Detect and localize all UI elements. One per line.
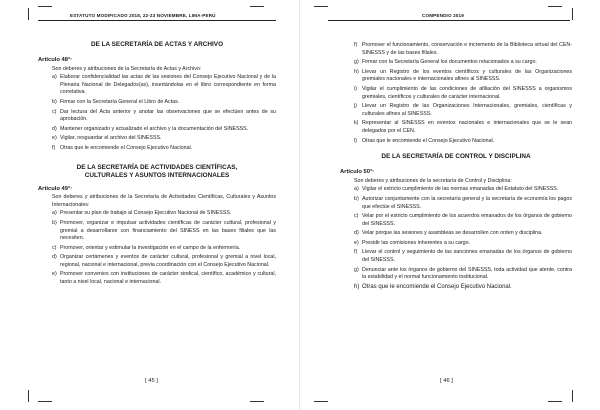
list-item: f) Otras que le encomiende el Consejo Ejecutivo Nacional. [52,144,193,151]
list-item: b) Promover, organizar e impulsar actividades científicas de carácter cultural, profesional y gremial a desarrollarse con financiamiento del SINESS en las bases filiales que las necesiten. [52,219,276,242]
list-item: e) Vigilar, resguardar el archivo del SINESSS. [52,135,162,142]
section-title: DE LA SECRETARÍA DE ACTAS Y ARCHIVO [90,41,224,48]
list-item: d) Mantener organizado y actualizado el archivo y la documentación del SINESSS. [52,125,249,132]
article-intro: Son deberes y atribuciones de la Secretaría de Actividades Científicas, Culturales y Asuntos Internacionales: [52,194,276,208]
crop-mark [572,8,573,20]
article-heading [38,185,276,194]
list-item: c) Dar lectura del Acta anterior y anotar las observaciones que se efectúen antes de su aprobación. [52,108,276,123]
header-rule [328,20,570,21]
list-item: h) Otras que le encomiende el Consejo Ejecutivo Nacional. [354,283,512,290]
page-number: [ 45 ] [145,378,158,384]
article-title: Artículo 50° [340,169,373,176]
right-content [340,42,572,293]
crop-mark [314,6,328,7]
section-title-line: DE LA SECRETARÍA DE ACTIVIDADES CIENTÍFICAS, [76,163,238,171]
right-page [300,0,600,410]
article-heading [38,56,276,65]
crop-mark [250,401,264,402]
crop-mark [548,6,562,7]
list-item: f) Llevar el control y seguimiento de las sanciones emanadas de los órganos de gobierno del SINESSS. [354,249,572,264]
running-head: ESTATUTO MODIFICADO 2018, 22-23 NOVIEMBRE, LIMA-PERÚ [70,13,216,18]
section-title [38,164,276,180]
section-title-line: CULTURALES Y ASUNTOS INTERNACIONALES [84,171,230,179]
crop-mark [38,401,52,402]
list-item: a) Elaborar confidencialidad las actas de las sesiones del Consejo Ejecutivo Nacional y de la Plenaria Nacional de Delegados(as), insertándolas en el libro correspondiente en forma correlativa. [52,74,276,96]
crop-mark [28,390,29,402]
article-mark: * [70,185,72,191]
running-head: COMPENDIO 2019 [422,13,464,18]
crop-mark [38,6,52,7]
header-rule [38,20,276,21]
left-content [38,37,276,289]
list-item: g) Denunciar ante los órganos de gobierno del SINESSS, toda actividad que atente, contra la estabilidad y el normal funcionamiento institucional. [354,266,572,281]
crop-mark [314,401,328,402]
crop-mark [250,6,264,7]
article-mark: * [70,57,72,62]
list-item: k) Representar al SINESSS en eventos nacionales e internacionales que se le sean delegados por el CEN. [354,120,572,134]
list-item: f) Promover el funcionamiento, conservación e incremento de la Biblioteca virtual del CEN-SINESSS y de las bases filiales. [354,42,572,56]
list-item: i) Vigilar el cumplimiento de las condiciones de afiliación del SINESSS a organismos gremiales, científicos y culturales de carácter internacional. [354,85,572,100]
section-title: DE LA SECRETARÍA DE CONTROL Y DISCIPLINA [381,153,531,161]
list-item: a) Vigilar el estricto cumplimiento de las normas emanadas del Estatuto del SINESSS. [354,186,559,193]
list-item: j) Llevar un Registro de las Organizaciones Internacionales, gremiales, científicas y culturales afines al SINESSS. [354,103,572,117]
article-intro: Son deberes y atribuciones de la secretaría de Control y Disciplina: [354,177,512,184]
list-item: l) Otras que le encomiende el Consejo Ejecutivo Nacional. [354,137,495,144]
article-mark: * [372,169,374,175]
page-number: [ 46 ] [440,378,453,384]
list-item: b) Firmar con la Secretaría General el Libro de Actas. [52,98,180,105]
list-item: e) Presidir las comisiones inherentes a su cargo. [354,239,471,246]
list-item: a) Presentar su plan de trabajo al Consejo Ejecutivo Nacional de SINESSS. [52,210,232,217]
list-item: g) Firmar con la Secretaría General los documentos relacionados a su cargo. [354,59,537,66]
list-item: e) Promover convenios con instituciones de carácter sindical, científico, académico y cultural, tanto a nivel local, nacional e internacional. [52,271,276,286]
list-item: c) Promover, orientar y estimular la investigación en el campo de la enfermería. [52,244,241,251]
list-item: c) Velar por el estricto cumplimiento de los acuerdos emanados de los órganos de gobierno del SINESSS. [354,213,572,227]
crop-mark [548,401,562,402]
article-title: Artículo 49° [38,185,71,192]
article-heading [340,168,572,177]
list-item: d) Organizar certámenes y eventos de carácter cultural, profesional y gremial a nivel local, regional, nacional e internacional, previa coordinación con el Consejo Ejecutivo Nacional. [52,254,276,268]
crop-mark [572,390,573,402]
list-item: d) Velar porque las sesiones y asambleas se desarrollen con orden y disciplina. [354,230,543,237]
list-item: b) Autorizar conjuntamente con la secretaría general y la secretaría de economía los pagos que efectúe el SINESSS. [354,195,572,210]
article-intro: Son deberes y atribuciones de la Secretaría de Actas y Archivo: [52,65,202,72]
list-item: h) Llevar un Registro de los eventos científicos y culturales de las Organizaciones gremiales nacionales e internacionales afines al SINESSS. [354,68,572,83]
article-title: Artículo 48° [38,57,71,63]
crop-mark [28,8,29,20]
